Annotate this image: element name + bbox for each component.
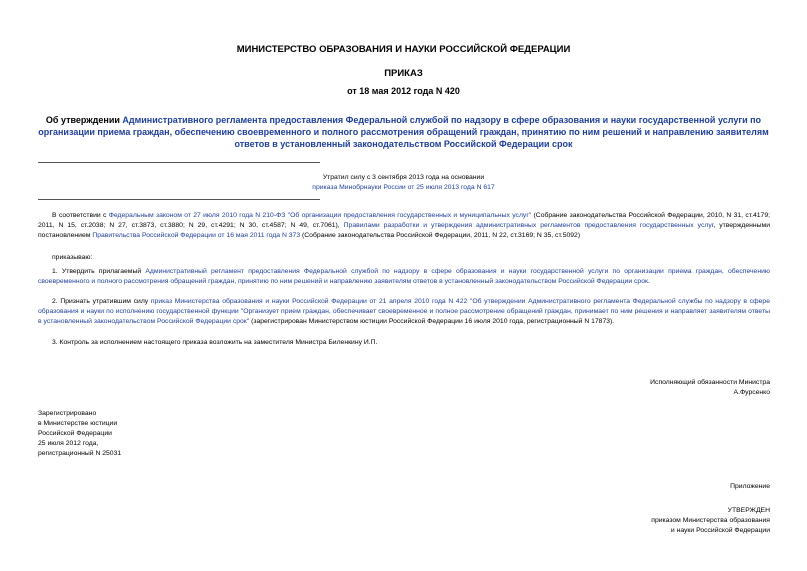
item-3-text: 3. Контроль за исполнением настоящего приказа возложить на заместителя Министра Биленкину И.П.: [52, 339, 378, 346]
approved-regulation-link[interactable]: Административный регламент предоставления Федеральной службой по надзору в сфере образования и науки государственной услуги по организации приема граждан, обеспечению своевременного и полного рассмотрения обращений граждан, принятию по ним решений и направлению заявителям ответов в установленный законодательством Российской Федерации срок: [38, 268, 770, 285]
registration-line-3: Российской Федерации: [38, 430, 112, 437]
federal-law-link[interactable]: Федеральным законом от 27 июля 2010 года N 210-ФЗ "Об организации предоставления государственных и муниципальных услуг": [108, 212, 532, 219]
ministry-heading: МИНИСТЕРСТВО ОБРАЗОВАНИЯ И НАУКИ РОССИЙСКОЙ ФЕДЕРАЦИИ: [236, 44, 571, 55]
item-1-text: 1. Утвердить прилагаемый: [52, 268, 146, 275]
rules-link[interactable]: Правилами разработки и утверждения административных регламентов предоставления государственных услуг: [343, 222, 714, 229]
item-1-end: .: [647, 278, 650, 285]
approved-word: УТВЕРЖДЕН: [727, 507, 770, 514]
registration-line-1: Зарегистрировано: [38, 410, 97, 417]
item-3-paragraph: [38, 338, 770, 348]
doc-type-heading: ПРИКАЗ: [384, 68, 423, 79]
title-prefix: Об утверждении: [45, 115, 123, 125]
approval-block: [651, 506, 770, 536]
appendix-label: Приложение: [730, 483, 770, 490]
preamble-text-3: , утвержденными постановлением: [38, 222, 770, 239]
lost-force-note: [30, 173, 777, 193]
registration-line-4: 25 июля 2012 года,: [38, 440, 99, 447]
government-decree-link[interactable]: Правительства Российской Федерации от 16 мая 2011 года N 373: [92, 232, 301, 239]
lost-force-link[interactable]: приказа Минобрнауки России от 25 июля 2013 года N 617: [312, 184, 495, 191]
date-number-heading: от 18 мая 2012 года N 420: [347, 86, 460, 96]
preamble-text-2: (Собрание законодательства Российской Федерации, 2010, N 31, ст.4179; 2011, N 15, ст.2038; N 27, ст.3873, ст.3880; N 29, ст.4291; N 30, ст.4587; N 49, ст.7061),: [38, 212, 771, 229]
registration-block: [38, 409, 121, 459]
title-regulation-link[interactable]: Административного регламента предоставления Федеральной службой по надзору в сфере образования и науки государственной услуги по организации приема граждан, обеспечению своевременного и полного рассмотрения обращений граждан, принятию по ним решений и направлению заявителям ответов в установленный законодательством Российской Федерации срок: [38, 115, 769, 149]
item-2-paragraph: [38, 297, 770, 327]
order-word-text: приказываю:: [52, 254, 93, 261]
registration-line-2: в Министерстве юстиции: [38, 420, 118, 427]
preamble-text-4: (Собрание законодательства Российской Федерации, 2011, N 22, ст.3169; N 35, ст.5092): [300, 232, 581, 239]
item-1-paragraph: [38, 267, 770, 287]
signature-name: А.Фурсенко: [733, 389, 770, 396]
lost-force-text: Утратил силу с 3 сентября 2013 года на основании: [322, 174, 485, 181]
document-title: [30, 114, 777, 150]
approved-by-line-2: и науки Российской Федерации: [670, 527, 770, 534]
item-2-end: (зарегистрирован Министерством юстиции Российской Федерации 16 июля 2010 года, регистрационный N 17873).: [249, 318, 615, 325]
signature-block: [650, 378, 770, 398]
preamble-text-1: В соответствии с: [52, 212, 109, 219]
repealed-order-link[interactable]: приказ Министерства образования и науки Российской Федерации от 21 апреля 2010 года N 422 "Об утверждении Административного регламента Федеральной службы по надзору в сфере образования и науки по исполнению государственной функции "Организует прием граждан, обеспечивает своевременное и полное рассмотрение обращений граждан, принимает по ним решения и направляет заявителям ответы в установленный законодательством Российской Федерации срок": [38, 298, 770, 325]
order-word: [38, 253, 770, 263]
divider-top: [38, 162, 320, 163]
signature-position: Исполняющий обязанности Министра: [650, 379, 770, 386]
registration-line-5: регистрационный N 25031: [38, 450, 122, 457]
item-2-text: 2. Признать утратившим силу: [52, 298, 151, 305]
preamble-paragraph: [38, 211, 770, 241]
approved-by-line-1: приказом Министерства образования: [651, 517, 770, 524]
divider-bottom: [38, 199, 320, 200]
